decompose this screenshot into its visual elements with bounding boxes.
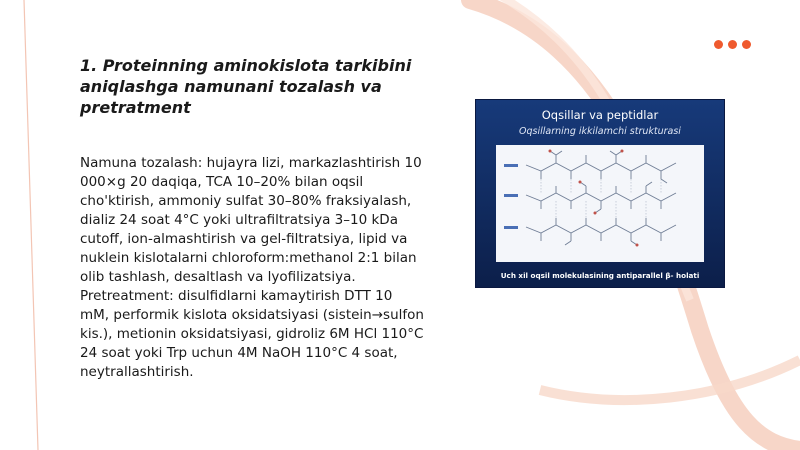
decor-line-left (24, 0, 38, 450)
hydrogen-bonds (541, 179, 661, 218)
label-marker-1 (504, 164, 518, 167)
figure-title: Oqsillar va peptidlar (541, 108, 659, 122)
strand-3 (526, 225, 676, 233)
decor-ring-bottom (540, 360, 800, 400)
figure-subtitle: Oqsillarning ikkilamchi strukturasi (519, 126, 681, 137)
atom (636, 244, 639, 247)
dot (742, 40, 751, 49)
dot (714, 40, 723, 49)
beta-sheet-structure (496, 145, 704, 262)
atom (621, 150, 624, 153)
strand-2 (526, 193, 676, 201)
label-marker-2 (504, 194, 518, 197)
atom (594, 212, 597, 215)
figure-caption: Uch xil oqsil molekulasining antiparallel β- holati (500, 271, 700, 280)
atom (579, 181, 582, 184)
slide-body-text: Namuna tozalash: hujayra lizi, markazlashtirish 10 000×g 20 daqiqa, TCA 10–20% bilan oqsil cho'ktirish, ammoniy sulfat 30–80% fraksiyalash, dializ 24 soat 4°C yoki ultrafiltratsiya 3–10 kDa cutoff, ion-almashtirish va gel-filtratsiya, lipid va nuklein kislotalarni chloroform:methanol 2:1 bilan olib tashlash, desaltlash va lyofilizatsiya. Pretreatment: disulfidlarni kamaytirish DTT 10 mM, performik kislota oksidatsiyasi (sistein→sulfon kis.), metionin oksidatsiyasi, gidroliz 6M HCl 110°C 24 soat yoki Trp uchun 4M NaOH 110°C 4 soat, neytrallashtirish. (80, 155, 424, 380)
strand-1 (526, 163, 676, 171)
atom (549, 150, 552, 153)
three-dots-icon[interactable] (714, 40, 751, 49)
slide-title: 1. Proteinning aminokislota tarkibini aniqlashga namunani tozalash va pretratment (80, 56, 412, 117)
side-chains (541, 155, 661, 241)
label-marker-3 (504, 226, 518, 229)
protein-structure-figure (476, 100, 724, 287)
dot (728, 40, 737, 49)
beta-sheet-diagram (496, 145, 704, 262)
